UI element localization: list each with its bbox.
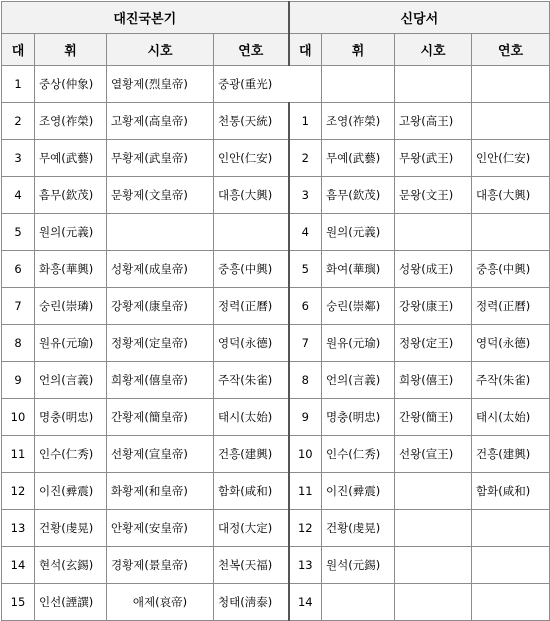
cell-generation: 7 — [289, 325, 322, 362]
cell-generation: 6 — [289, 288, 322, 325]
cell-generation: 11 — [289, 473, 322, 510]
cell-name: 조영(祚榮) — [35, 103, 107, 140]
cell-name: 원의(元義) — [35, 214, 107, 251]
cell-generation: 12 — [289, 510, 322, 547]
cell-generation: 9 — [2, 362, 35, 399]
cell-posthumous-title: 강왕(康王) — [395, 288, 472, 325]
table-row — [2, 362, 550, 399]
cell-posthumous-title: 열황제(烈皇帝) — [107, 66, 214, 103]
table-body — [2, 66, 550, 621]
cell-generation: 1 — [2, 66, 35, 103]
cell-era-name: 태시(太始) — [214, 399, 289, 436]
cell-era-name: 건흥(建興) — [472, 436, 550, 473]
cell-name: 화여(華璵) — [322, 251, 395, 288]
cell-era-name: 청태(淸泰) — [214, 584, 289, 621]
cell-posthumous-title — [395, 584, 472, 621]
cell-era-name: 천복(天福) — [214, 547, 289, 584]
cell-generation: 9 — [289, 399, 322, 436]
group-header-right: 신당서 — [289, 2, 550, 34]
cell-posthumous-title: 희왕(僖王) — [395, 362, 472, 399]
table-row — [2, 140, 550, 177]
cell-posthumous-title: 선황제(宣皇帝) — [107, 436, 214, 473]
cell-posthumous-title — [395, 547, 472, 584]
cell-generation: 1 — [289, 103, 322, 140]
cell-name: 언의(言義) — [35, 362, 107, 399]
cell-name: 조영(祚榮) — [322, 103, 395, 140]
cell-posthumous-title: 정황제(定皇帝) — [107, 325, 214, 362]
cell-name: 흠무(欽茂) — [35, 177, 107, 214]
cell-generation: 3 — [289, 177, 322, 214]
cell-era-name: 대정(大定) — [214, 510, 289, 547]
cell-name: 무예(武藝) — [322, 140, 395, 177]
cell-posthumous-title: 화황제(和皇帝) — [107, 473, 214, 510]
table-row — [2, 251, 550, 288]
table-row — [2, 214, 550, 251]
table-row — [2, 66, 550, 103]
cell-generation: 2 — [289, 140, 322, 177]
cell-posthumous-title: 성왕(成王) — [395, 251, 472, 288]
cell-posthumous-title — [395, 473, 472, 510]
table-row — [2, 547, 550, 584]
col-header-posthumous-title: 시호 — [395, 34, 472, 66]
cell-generation: 4 — [289, 214, 322, 251]
cell-posthumous-title: 문황제(文皇帝) — [107, 177, 214, 214]
cell-name: 원유(元瑜) — [35, 325, 107, 362]
cell-generation: 8 — [2, 325, 35, 362]
cell-name — [322, 584, 395, 621]
cell-era-name — [472, 103, 550, 140]
cell-posthumous-title: 간왕(簡王) — [395, 399, 472, 436]
cell-posthumous-title — [107, 214, 214, 251]
cell-generation: 3 — [2, 140, 35, 177]
table-row — [2, 177, 550, 214]
cell-era-name: 건흥(建興) — [214, 436, 289, 473]
cell-era-name: 영덕(永德) — [214, 325, 289, 362]
cell-generation: 8 — [289, 362, 322, 399]
cell-posthumous-title: 정왕(定王) — [395, 325, 472, 362]
cell-generation: 14 — [2, 547, 35, 584]
cell-era-name: 영덕(永德) — [472, 325, 550, 362]
cell-name: 숭린(崇鄰) — [322, 288, 395, 325]
cell-generation: 12 — [2, 473, 35, 510]
group-header-left: 대진국본기 — [2, 2, 289, 34]
col-header-name: 휘 — [322, 34, 395, 66]
table-row — [2, 584, 550, 621]
cell-posthumous-title: 강황제(康皇帝) — [107, 288, 214, 325]
cell-generation: 14 — [289, 584, 322, 621]
cell-name: 중상(仲象) — [35, 66, 107, 103]
cell-name: 원의(元義) — [322, 214, 395, 251]
table-row — [2, 103, 550, 140]
cell-generation: 15 — [2, 584, 35, 621]
cell-generation: 5 — [2, 214, 35, 251]
table-row — [2, 473, 550, 510]
table-row — [2, 436, 550, 473]
cell-era-name: 인안(仁安) — [214, 140, 289, 177]
table-row — [2, 510, 550, 547]
cell-generation: 10 — [2, 399, 35, 436]
cell-posthumous-title: 고왕(高王) — [395, 103, 472, 140]
cell-name: 숭린(崇璘) — [35, 288, 107, 325]
cell-posthumous-title: 안황제(安皇帝) — [107, 510, 214, 547]
cell-era-name — [472, 214, 550, 251]
cell-era-name: 함화(咸和) — [472, 473, 550, 510]
cell-posthumous-title: 경황제(景皇帝) — [107, 547, 214, 584]
cell-posthumous-title: 희황제(僖皇帝) — [107, 362, 214, 399]
table-row — [2, 399, 550, 436]
cell-name: 언의(言義) — [322, 362, 395, 399]
cell-era-name: 천통(天統) — [214, 103, 289, 140]
table-row — [2, 325, 550, 362]
col-header-generation: 대 — [289, 34, 322, 66]
cell-posthumous-title — [395, 66, 472, 103]
cell-era-name: 중흥(中興) — [214, 251, 289, 288]
cell-era-name: 인안(仁安) — [472, 140, 550, 177]
cell-name: 무예(武藝) — [35, 140, 107, 177]
cell-generation: 13 — [2, 510, 35, 547]
cell-name: 명충(明忠) — [35, 399, 107, 436]
cell-posthumous-title: 간황제(簡皇帝) — [107, 399, 214, 436]
cell-name: 현석(玄錫) — [35, 547, 107, 584]
group-header-row — [2, 2, 550, 34]
cell-name: 인수(仁秀) — [35, 436, 107, 473]
cell-era-name: 주작(朱雀) — [214, 362, 289, 399]
cell-posthumous-title: 고황제(高皇帝) — [107, 103, 214, 140]
cell-name: 건황(虔晃) — [322, 510, 395, 547]
cell-name: 흠무(欽茂) — [322, 177, 395, 214]
cell-name: 인선(諲譔) — [35, 584, 107, 621]
cell-posthumous-title: 선왕(宣王) — [395, 436, 472, 473]
cell-posthumous-title: 애제(哀帝) — [107, 584, 214, 621]
col-header-generation: 대 — [2, 34, 35, 66]
cell-posthumous-title — [395, 214, 472, 251]
cell-name — [322, 66, 395, 103]
cell-posthumous-title: 무왕(武王) — [395, 140, 472, 177]
cell-name: 인수(仁秀) — [322, 436, 395, 473]
cell-posthumous-title: 성황제(成皇帝) — [107, 251, 214, 288]
col-header-era-name: 연호 — [214, 34, 289, 66]
cell-generation: 13 — [289, 547, 322, 584]
cell-name: 화흥(華興) — [35, 251, 107, 288]
cell-era-name: 정력(正曆) — [214, 288, 289, 325]
cell-generation: 4 — [2, 177, 35, 214]
cell-generation: 6 — [2, 251, 35, 288]
col-header-era-name: 연호 — [472, 34, 550, 66]
cell-era-name — [472, 547, 550, 584]
dynasty-comparison-table — [1, 1, 550, 621]
cell-posthumous-title: 무황제(武皇帝) — [107, 140, 214, 177]
cell-era-name: 대흥(大興) — [472, 177, 550, 214]
cell-posthumous-title: 문왕(文王) — [395, 177, 472, 214]
cell-name: 이진(彛震) — [322, 473, 395, 510]
col-header-posthumous-title: 시호 — [107, 34, 214, 66]
cell-era-name — [472, 510, 550, 547]
cell-name: 건황(虔晃) — [35, 510, 107, 547]
table-row — [2, 288, 550, 325]
cell-era-name — [472, 66, 550, 103]
cell-generation: 7 — [2, 288, 35, 325]
cell-name: 원석(元錫) — [322, 547, 395, 584]
cell-era-name: 태시(太始) — [472, 399, 550, 436]
cell-generation: 5 — [289, 251, 322, 288]
cell-era-name — [472, 584, 550, 621]
cell-era-name: 대흥(大興) — [214, 177, 289, 214]
cell-era-name: 중광(重光) — [214, 66, 322, 103]
cell-name: 이진(彛震) — [35, 473, 107, 510]
cell-generation: 11 — [2, 436, 35, 473]
cell-era-name — [214, 214, 289, 251]
col-header-name: 휘 — [35, 34, 107, 66]
cell-posthumous-title — [395, 510, 472, 547]
cell-generation: 10 — [289, 436, 322, 473]
cell-name: 명충(明忠) — [322, 399, 395, 436]
cell-era-name: 중흥(中興) — [472, 251, 550, 288]
cell-era-name: 주작(朱雀) — [472, 362, 550, 399]
column-header-row — [2, 34, 550, 66]
cell-generation: 2 — [2, 103, 35, 140]
cell-era-name: 함화(咸和) — [214, 473, 289, 510]
cell-name: 원유(元瑜) — [322, 325, 395, 362]
cell-era-name: 정력(正曆) — [472, 288, 550, 325]
